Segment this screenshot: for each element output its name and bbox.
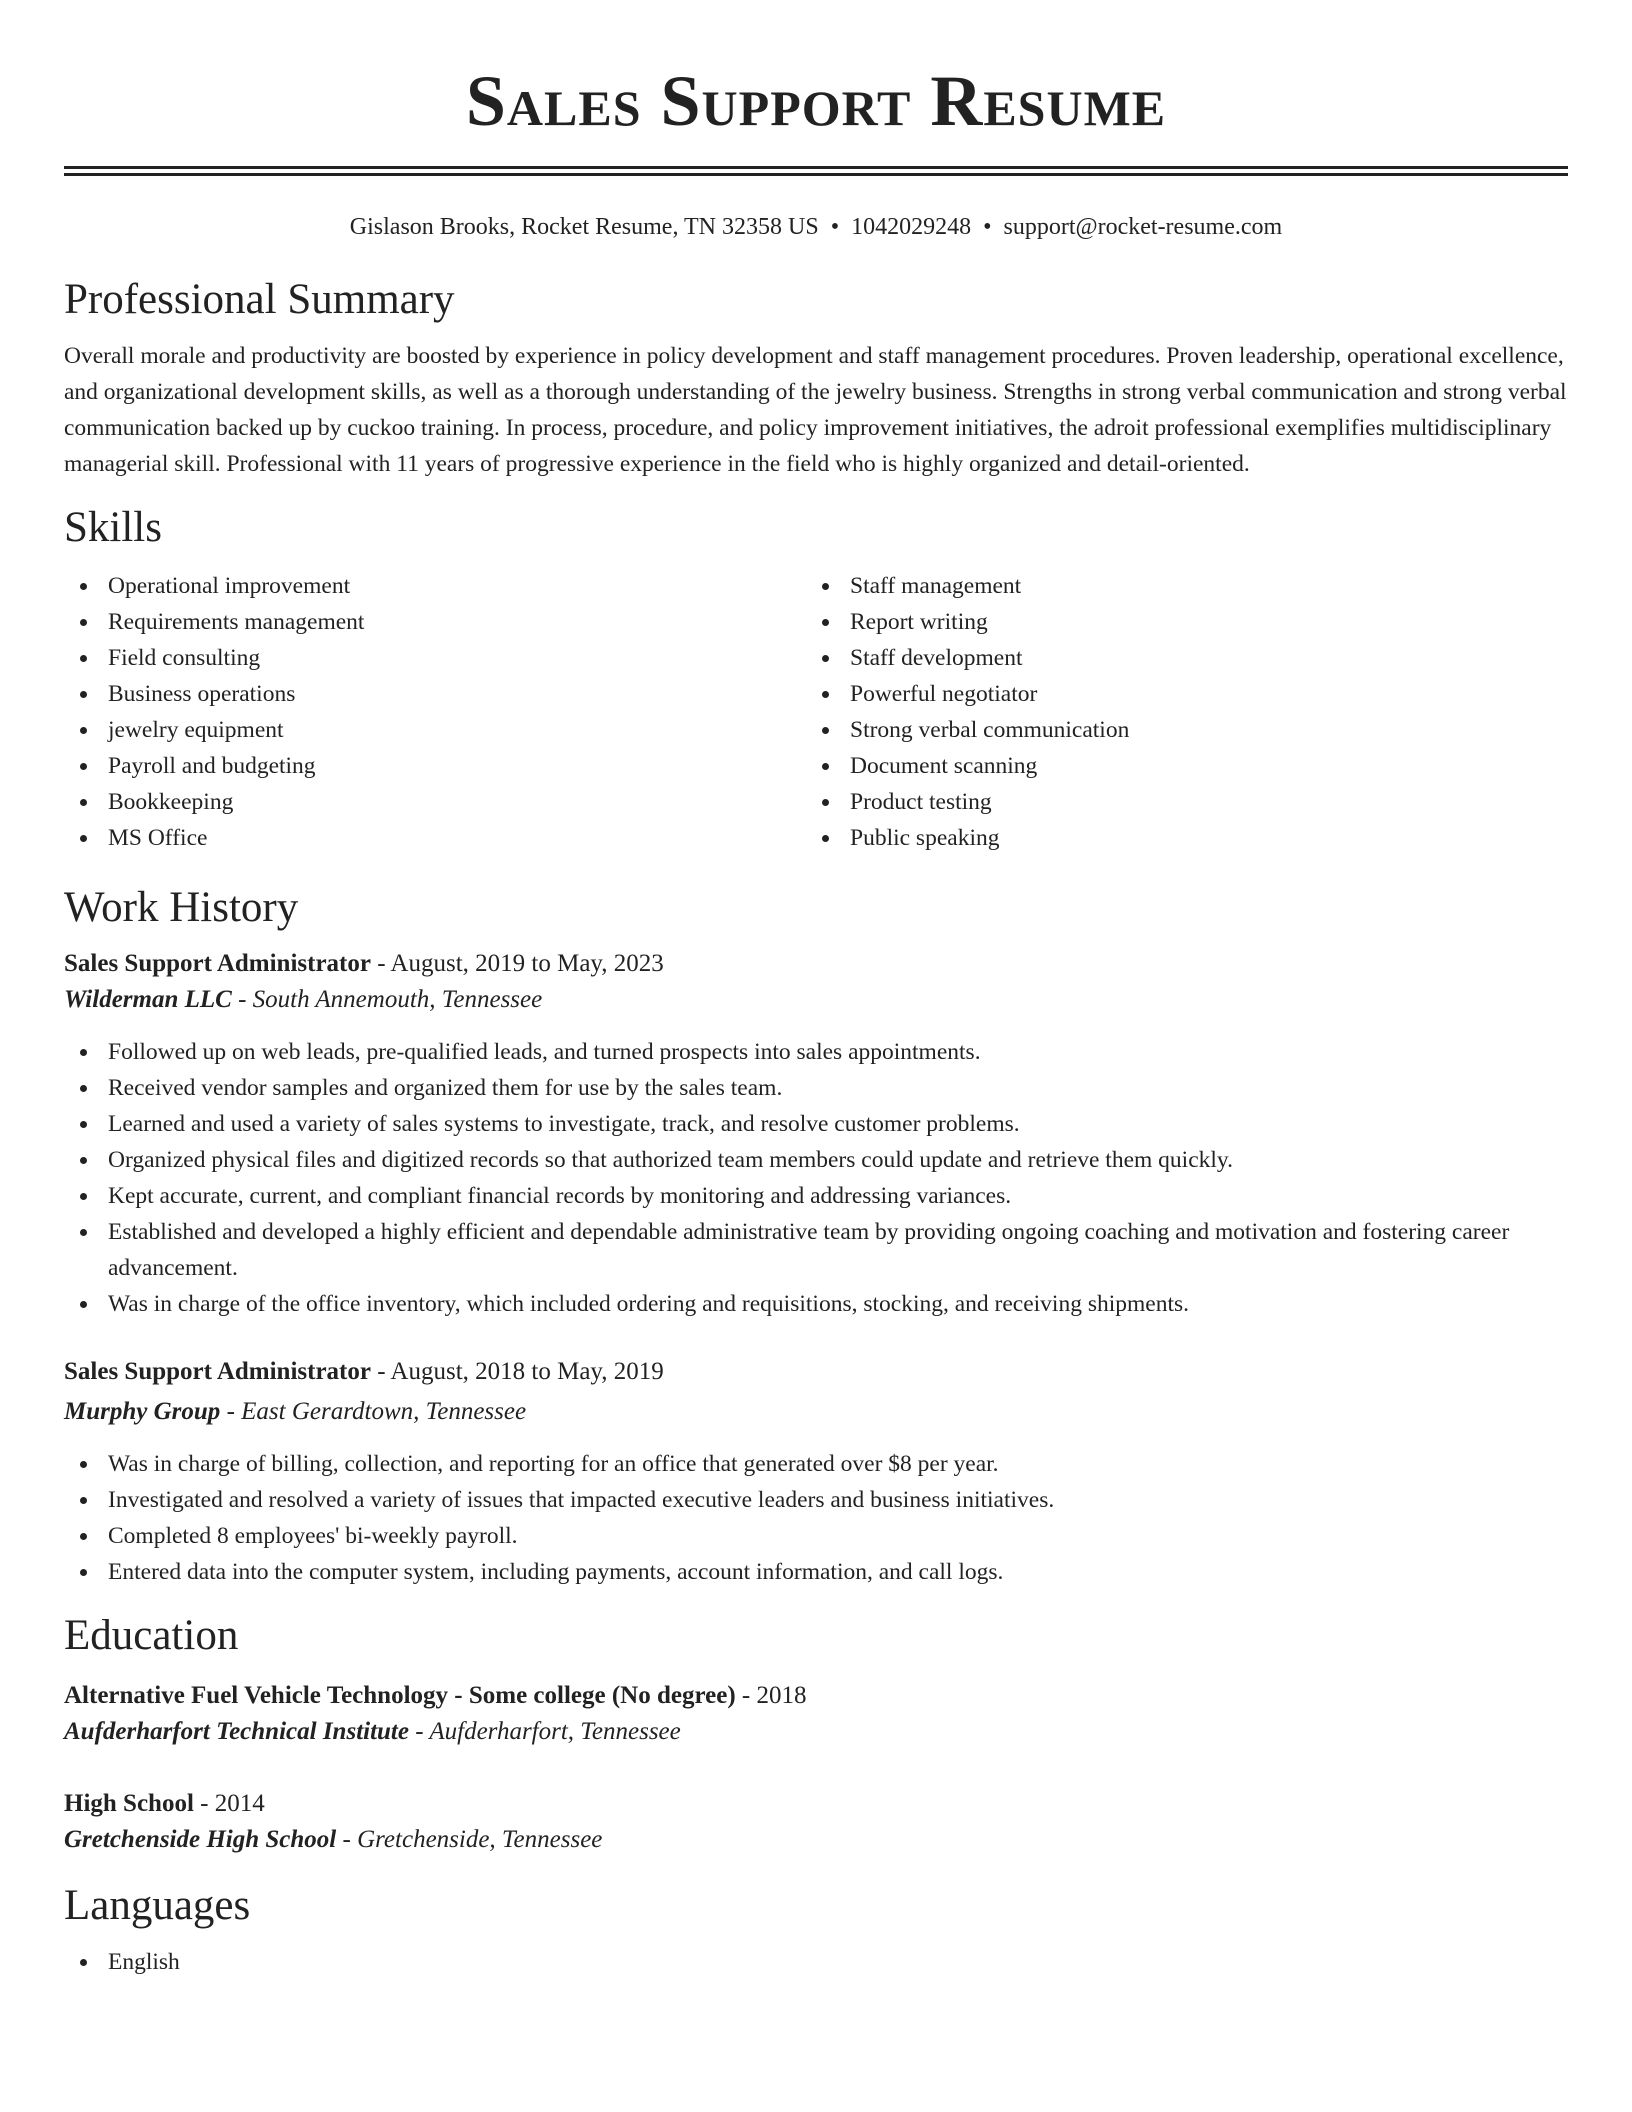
work-history-heading: Work History — [64, 884, 299, 931]
language-item: English — [64, 1944, 1568, 1980]
job-duty: Kept accurate, current, and compliant financial records by monitoring and addressing variances. — [64, 1178, 1568, 1214]
skill-item: Powerful negotiator — [806, 676, 1548, 712]
skills-column-left — [64, 568, 806, 856]
resume-page — [64, 0, 1568, 1980]
job-duty: Followed up on web leads, pre-qualified leads, and turned prospects into sales appointments. — [64, 1034, 1568, 1070]
skill-item: Report writing — [806, 604, 1548, 640]
education-degree-line — [64, 1678, 1568, 1714]
skills-column-right — [806, 568, 1548, 856]
skill-item: Product testing — [806, 784, 1548, 820]
contact-separator: • — [830, 214, 840, 240]
skills-heading: Skills — [64, 504, 162, 551]
job-entry — [64, 946, 1568, 1322]
job-title: Sales Support Administrator — [64, 950, 371, 977]
languages-heading: Languages — [64, 1882, 251, 1929]
job-duty: Learned and used a variety of sales systems to investigate, track, and resolve customer problems. — [64, 1106, 1568, 1142]
education-heading: Education — [64, 1612, 239, 1659]
title-divider — [64, 166, 1568, 176]
job-title: Sales Support Administrator — [64, 1358, 371, 1385]
education-degree: Alternative Fuel Vehicle Technology - Some college (No degree) — [64, 1682, 736, 1709]
skill-item: Document scanning — [806, 748, 1548, 784]
job-title-line — [64, 1354, 1568, 1390]
education-school: Aufderharfort Technical Institute — [64, 1718, 409, 1745]
education-degree-line — [64, 1786, 1568, 1822]
education-school-line — [64, 1822, 1568, 1858]
job-dates: - August, 2019 to May, 2023 — [370, 950, 664, 977]
job-duty: Organized physical files and digitized records so that authorized team members could update and retrieve them quickly. — [64, 1142, 1568, 1178]
job-company-line — [64, 1394, 1568, 1430]
job-company: Wilderman LLC — [64, 986, 232, 1013]
job-company-line — [64, 982, 1568, 1018]
job-duty: Was in charge of billing, collection, and reporting for an office that generated over $8 per year. — [64, 1446, 1568, 1482]
job-duties — [64, 1446, 1568, 1590]
job-duty: Established and developed a highly efficient and dependable administrative team by providing ongoing coaching and motivation and fostering career advancement. — [64, 1214, 1568, 1286]
education-degree: High School — [64, 1790, 194, 1817]
education-location: - Gretchenside, Tennessee — [336, 1826, 603, 1853]
skill-item: Bookkeeping — [64, 784, 806, 820]
contact-separator: • — [983, 214, 992, 240]
job-duty: Received vendor samples and organized them for use by the sales team. — [64, 1070, 1568, 1106]
skill-item: MS Office — [64, 820, 806, 856]
education-entry — [64, 1678, 1568, 1750]
job-duty: Completed 8 employees' bi-weekly payroll. — [64, 1518, 1568, 1554]
skill-item: Strong verbal communication — [806, 712, 1548, 748]
skill-item: Operational improvement — [64, 568, 806, 604]
job-title-line — [64, 946, 1568, 982]
summary-text: Overall morale and productivity are boosted by experience in policy development and staff management procedures. Proven leadership, operational excellence, and organizational development skills, as well as a thorough understanding of the jewelry business. Strengths in strong verbal communication and strong verbal communication backed up by cuckoo training. In process, procedure, and policy improvement initiatives, the adroit professional exemplifies multidisciplinary managerial skill. Professional with 11 years of progressive experience in the field who is highly organized and detail-oriented. — [64, 343, 1567, 477]
skill-item: Business operations — [64, 676, 806, 712]
contact-phone: 1042029248 — [851, 214, 972, 240]
job-duty: Entered data into the computer system, including payments, account information, and call logs. — [64, 1554, 1568, 1590]
job-location: - South Annemouth, Tennessee — [231, 986, 543, 1013]
skill-item: Public speaking — [806, 820, 1548, 856]
job-dates: - August, 2018 to May, 2019 — [370, 1358, 664, 1385]
skill-item: Staff management — [806, 568, 1548, 604]
job-entry — [64, 1354, 1568, 1590]
job-duties — [64, 1034, 1568, 1322]
languages-list — [64, 1944, 1568, 1980]
skill-item: Requirements management — [64, 604, 806, 640]
education-year: - 2014 — [193, 1790, 265, 1817]
contact-line — [64, 212, 1568, 242]
contact-email: support@rocket-resume.com — [1003, 214, 1283, 240]
job-location: - East Gerardtown, Tennessee — [220, 1398, 527, 1425]
job-company: Murphy Group — [64, 1398, 221, 1425]
resume-title: Sales Support Resume — [465, 61, 1167, 141]
summary-heading: Professional Summary — [64, 276, 455, 323]
education-entry — [64, 1786, 1568, 1858]
skill-item: Field consulting — [64, 640, 806, 676]
education-school-line — [64, 1714, 1568, 1750]
job-duty: Was in charge of the office inventory, which included ordering and requisitions, stocking, and receiving shipments. — [64, 1286, 1568, 1322]
skills-list — [64, 568, 1568, 856]
contact-address: Gislason Brooks, Rocket Resume, TN 32358 US — [349, 214, 819, 240]
education-school: Gretchenside High School — [64, 1826, 337, 1853]
education-location: - Aufderharfort, Tennessee — [408, 1718, 681, 1745]
job-duty: Investigated and resolved a variety of issues that impacted executive leaders and business initiatives. — [64, 1482, 1568, 1518]
education-year: - 2018 — [735, 1682, 807, 1709]
skill-item: jewelry equipment — [64, 712, 806, 748]
skill-item: Staff development — [806, 640, 1548, 676]
skill-item: Payroll and budgeting — [64, 748, 806, 784]
